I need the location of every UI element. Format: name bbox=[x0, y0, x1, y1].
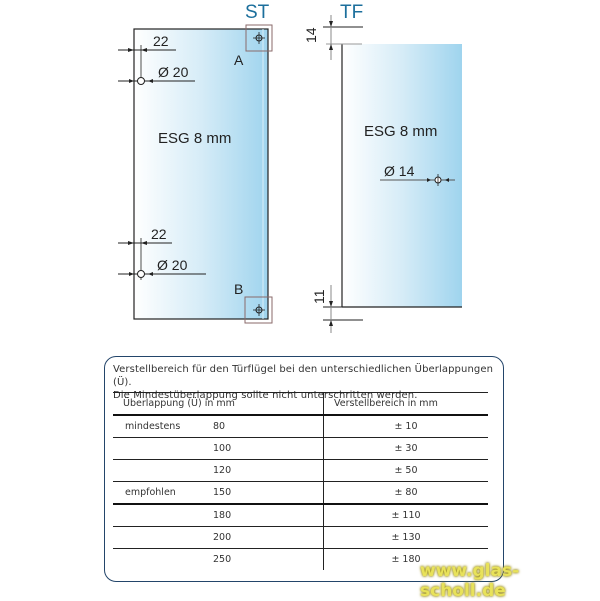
tf-material-label: ESG 8 mm bbox=[364, 123, 438, 140]
tf-panel-label: TF bbox=[340, 2, 364, 23]
tf-top-gap-label: 14 bbox=[303, 27, 319, 43]
table-row bbox=[113, 482, 488, 505]
table-row bbox=[113, 438, 488, 460]
st-top-hole-label: Ø 20 bbox=[158, 64, 189, 80]
row-overlap: 180 bbox=[213, 510, 232, 521]
row-overlap: 80 bbox=[213, 421, 226, 432]
header-range: Verstellbereich in mm bbox=[334, 398, 438, 409]
table-row bbox=[113, 504, 488, 527]
row-overlap: 250 bbox=[213, 554, 232, 565]
st-panel-outline bbox=[134, 29, 268, 319]
st-corner-b-label: B bbox=[234, 281, 244, 297]
row-range: ± 50 bbox=[394, 465, 418, 476]
row-label: mindestens bbox=[125, 421, 181, 432]
table-row bbox=[113, 460, 488, 482]
row-range: ± 30 bbox=[394, 443, 418, 454]
row-label: empfohlen bbox=[125, 487, 176, 498]
adjustment-range-table bbox=[113, 392, 488, 570]
st-material-label: ESG 8 mm bbox=[158, 130, 232, 147]
adjustment-range-table-frame bbox=[104, 356, 504, 582]
table-header-row bbox=[113, 393, 488, 416]
row-overlap: 100 bbox=[213, 443, 232, 454]
tf-hole-label: Ø 14 bbox=[384, 163, 415, 179]
row-range: ± 180 bbox=[391, 554, 421, 565]
header-overlap: Überlappung (Ü) in mm bbox=[113, 393, 324, 416]
st-corner-a-label: A bbox=[234, 52, 244, 68]
watermark-link[interactable]: www.glas-scholl.de bbox=[420, 561, 520, 601]
st-bottom-hole-label: Ø 20 bbox=[157, 257, 188, 273]
tf-bottom-gap-label: 11 bbox=[311, 289, 327, 304]
row-overlap: 150 bbox=[213, 487, 232, 498]
row-range: ± 130 bbox=[391, 532, 421, 543]
caption-line-2: Die Mindestüberlappung sollte nicht unterschritten werden. bbox=[113, 390, 418, 401]
row-range: ± 80 bbox=[394, 487, 418, 498]
table-row bbox=[113, 415, 488, 438]
table-row bbox=[113, 527, 488, 549]
caption-line-1: Verstellbereich für den Türflügel bei den unterschiedlichen Überlappungen (Ü). bbox=[113, 364, 494, 388]
st-top-offset-label: 22 bbox=[153, 33, 169, 49]
st-bottom-offset-label: 22 bbox=[151, 226, 167, 242]
row-range: ± 10 bbox=[394, 421, 418, 432]
st-panel-label: ST bbox=[245, 2, 270, 23]
row-overlap: 200 bbox=[213, 532, 232, 543]
row-range: ± 110 bbox=[391, 510, 421, 521]
row-overlap: 120 bbox=[213, 465, 232, 476]
